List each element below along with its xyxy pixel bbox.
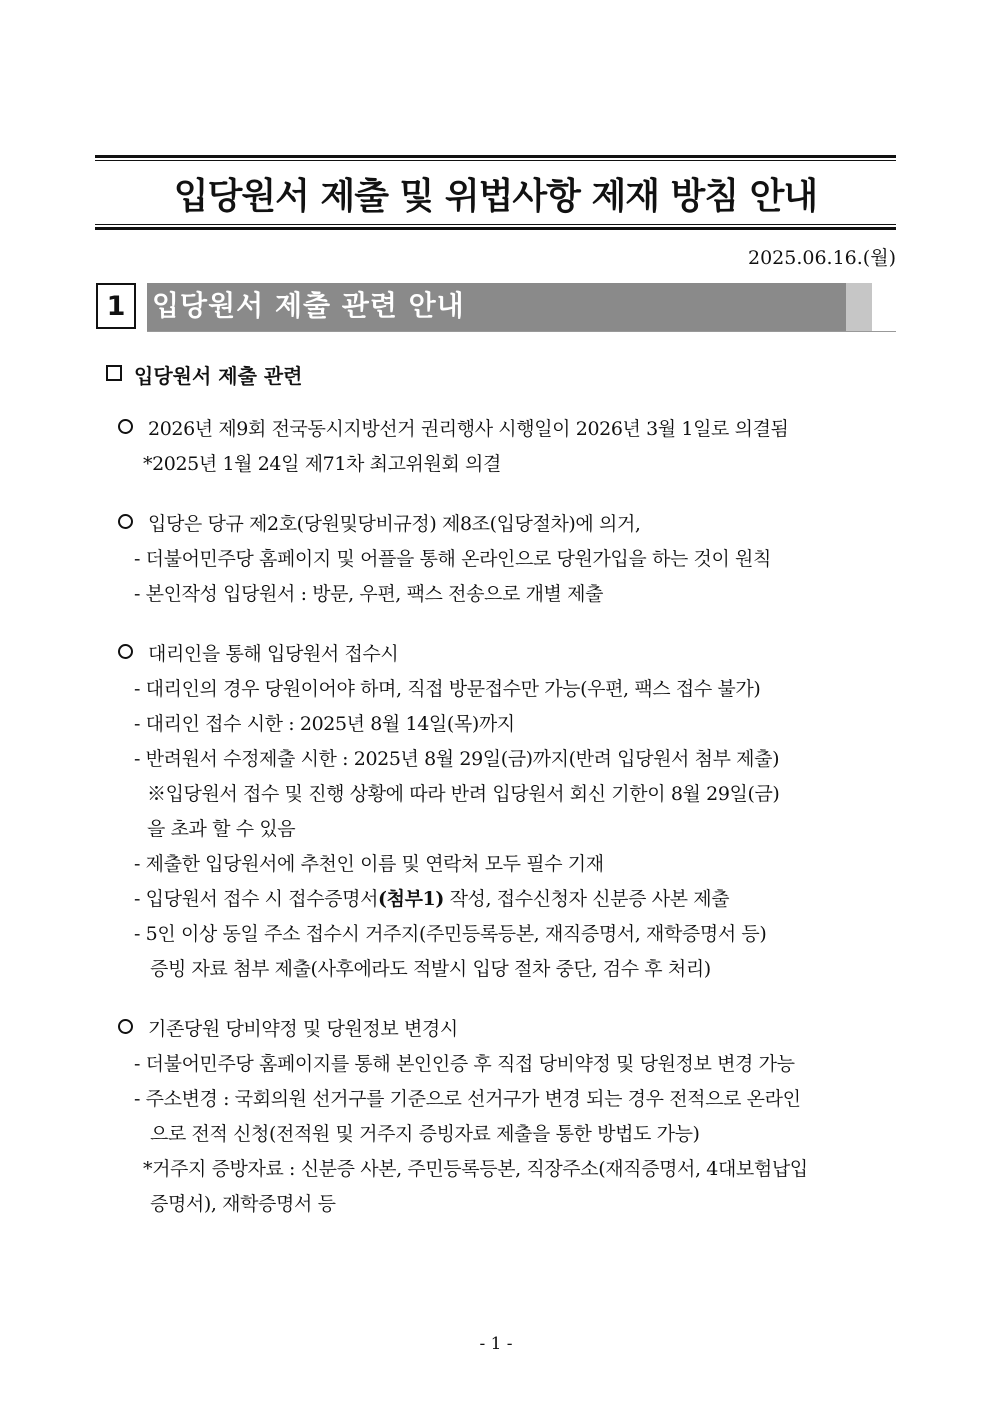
title-bottom-rule-thin (95, 224, 896, 225)
section-heading: 입당원서 제출 관련 안내 (147, 283, 846, 331)
circle-bullet-icon (118, 419, 133, 434)
note-line: *2025년 1월 24일 제71차 최고위원회 의결 (143, 453, 501, 475)
title-top-rule (95, 155, 896, 158)
note-line: 증명서), 재학증명서 등 (150, 1193, 336, 1215)
bullet-line (118, 1014, 458, 1041)
section-heading-accent (846, 283, 872, 331)
title-top-rule-thin (95, 160, 896, 161)
dash-line: - 제출한 입당원서에 추천인 이름 및 연락처 모두 필수 기재 (134, 853, 604, 875)
line-text: 작성, 접수신청자 신분증 사본 제출 (443, 888, 730, 910)
title-bottom-rule (95, 227, 896, 230)
dash-line: - 5인 이상 동일 주소 접수시 거주지(주민등록등본, 재직증명서, 재학증명서 등) (134, 923, 767, 945)
dash-line: - 더불어민주당 홈페이지 및 어플을 통해 온라인으로 당원가입을 하는 것이 원칙 (134, 548, 771, 570)
note-line: 증빙 자료 첨부 제출(사후에라도 적발시 입당 절차 중단, 검수 후 처리) (150, 958, 711, 980)
dash-line: - 대리인 접수 시한 : 2025년 8월 14일(목)까지 (134, 713, 515, 735)
circle-bullet-icon (118, 1019, 133, 1034)
bullet-line (118, 509, 641, 536)
bullet-line (118, 414, 789, 441)
attachment-reference: (첨부1) (378, 888, 444, 910)
note-line: 을 초과 할 수 있음 (147, 818, 296, 840)
dash-line: - 대리인의 경우 당원이어야 하며, 직접 방문접수만 가능(우편, 팩스 접수 불가) (134, 678, 761, 700)
subsection-heading-text: 입당원서 제출 관련 (134, 364, 303, 388)
line-text: 대리인을 통해 입당원서 접수시 (148, 643, 399, 665)
line-text: 2026년 제9회 전국동시지방선거 권리행사 시행일이 2026년 3월 1일로 의결됨 (148, 418, 789, 440)
document-date: 2025.06.16.(월) (747, 247, 896, 269)
line-text: 입당은 당규 제2호(당원및당비규정) 제8조(입당절차)에 의거, (148, 513, 641, 535)
note-line: 으로 전적 신청(전적원 및 거주지 증빙자료 제출을 통한 방법도 가능) (150, 1123, 700, 1145)
dash-line: - 더불어민주당 홈페이지를 통해 본인인증 후 직접 당비약정 및 당원정보 변경 가능 (134, 1053, 795, 1075)
circle-bullet-icon (118, 644, 133, 659)
document-title: 입당원서 제출 및 위법사항 제재 방침 안내 (173, 176, 818, 217)
dash-line: - 본인작성 입당원서 : 방문, 우편, 팩스 전송으로 개별 제출 (134, 583, 604, 605)
line-text: - 입당원서 접수 시 접수증명서 (134, 888, 379, 910)
checkbox-square-icon (106, 365, 122, 381)
bullet-line (118, 639, 398, 666)
note-line: ※입당원서 접수 및 진행 상황에 따라 반려 입당원서 회신 기한이 8월 29일(금) (147, 783, 780, 805)
line-text: 기존당원 당비약정 및 당원정보 변경시 (148, 1018, 458, 1040)
subsection-heading (106, 360, 303, 389)
page-number: - 1 - (479, 1334, 513, 1354)
note-line: *거주지 증방자료 : 신분증 사본, 주민등록등본, 직장주소(재직증명서, 4대보험납입 (143, 1158, 808, 1180)
dash-line: - 주소변경 : 국회의원 선거구를 기준으로 선거구가 변경 되는 경우 전적으로 온라인 (134, 1088, 801, 1110)
dash-line: - 반려원서 수정제출 시한 : 2025년 8월 29일(금)까지(반려 입당원서 첨부 제출) (134, 748, 780, 770)
circle-bullet-icon (118, 514, 133, 529)
section-number: 1 (96, 283, 136, 329)
dash-line (134, 884, 729, 911)
section-underline (147, 331, 896, 332)
